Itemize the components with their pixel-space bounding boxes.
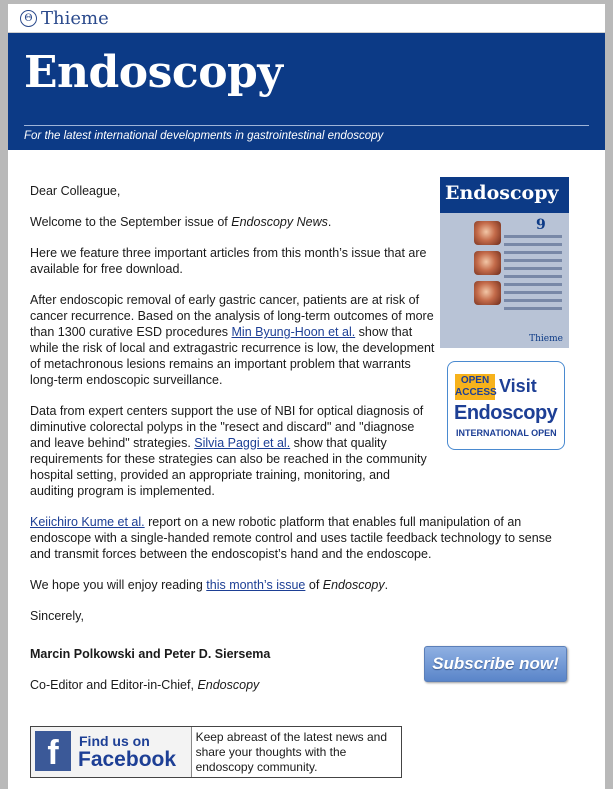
open-access-banner[interactable] xyxy=(447,361,565,450)
thieme-logo[interactable] xyxy=(20,8,109,29)
facebook-wordmark: Facebook xyxy=(78,748,177,771)
publisher-name: Thieme xyxy=(41,8,109,29)
this-months-issue-link[interactable]: this month’s issue xyxy=(206,578,306,592)
cover-body xyxy=(440,213,569,348)
open-access-badge: OPEN ACCESS xyxy=(455,375,497,398)
feature-paragraph: Here we feature three important articles from this month’s issue that are available for free download. xyxy=(30,246,427,276)
find-us-on: Find us on xyxy=(79,733,150,749)
cover-publisher: Thieme xyxy=(529,334,563,344)
thieme-seal-icon: Θ xyxy=(20,10,37,27)
article-1-link[interactable]: Min Byung-Hoon et al. xyxy=(231,325,356,339)
facebook-f-icon: f xyxy=(35,731,71,771)
open-access-journal: Endoscopy xyxy=(454,402,558,424)
signatory-role: Co-Editor and Editor-in-Chief, Endoscopy xyxy=(30,678,260,692)
facebook-link[interactable] xyxy=(31,727,192,777)
cover-endoscopy-image xyxy=(474,221,501,245)
signatories: Marcin Polkowski and Peter D. Siersema xyxy=(30,647,271,661)
cover-endoscopy-image xyxy=(474,251,501,275)
article-1-paragraph: After endoscopic removal of early gastric cancer, patients are at risk of cancer recurrence. Based on the analysis of long-term outcomes of more than 1300 curative ESD procedures Min Byung-Hoon et al. show that while the risk of local and extragastric recurrence is low, the development of metachronous lesions remains an important problem that warrants long-term endoscopic surveillance. xyxy=(30,293,435,387)
article-2-paragraph: Data from expert centers support the use of NBI for optical diagnosis of diminutive colorectal polyps in the "resect and discard" and "diagnose and leave behind" strategies. Silvia Paggi et al. show that quality requirements for these strategies can also be reached in the community hospital setting, provided an appropriate training, monitoring, and auditing program is implemented. xyxy=(30,404,427,498)
intro-paragraph: Welcome to the September issue of Endoscopy News. xyxy=(30,215,332,229)
open-access-subtitle: INTERNATIONAL OPEN xyxy=(456,428,557,438)
cover-issue-number: 9 xyxy=(536,217,546,233)
facebook-message: Keep abreast of the latest news and share your thoughts with the endoscopy community. xyxy=(195,730,388,774)
visit-label: Visit xyxy=(499,376,537,396)
cover-contents-lines xyxy=(504,235,562,315)
reading-paragraph: We hope you will enjoy reading this month’s issue of Endoscopy. xyxy=(30,578,389,592)
cover-title: Endoscopy xyxy=(440,177,569,213)
article-3-paragraph: Keiichiro Kume et al. report on a new robotic platform that enables full manipulation of an endoscope with a single-handed remote control and uses tactile feedback technology to sense and transmit forces between the endoscopist’s hand and the endoscope. xyxy=(30,515,552,561)
masthead xyxy=(8,33,605,150)
tagline: For the latest international developments in gastrointestinal endoscopy xyxy=(24,130,384,142)
greeting: Dear Colleague, xyxy=(30,184,121,198)
publisher-bar xyxy=(8,4,605,33)
facebook-box xyxy=(30,726,402,778)
closing: Sincerely, xyxy=(30,609,84,623)
article-3-link[interactable]: Keiichiro Kume et al. xyxy=(30,515,145,529)
masthead-divider xyxy=(24,125,589,126)
cover-endoscopy-image xyxy=(474,281,501,305)
subscribe-button[interactable]: Subscribe now! xyxy=(424,646,567,682)
journal-title: Endoscopy xyxy=(24,47,283,98)
journal-cover-image[interactable] xyxy=(440,177,569,348)
article-2-link[interactable]: Silvia Paggi et al. xyxy=(194,436,291,450)
